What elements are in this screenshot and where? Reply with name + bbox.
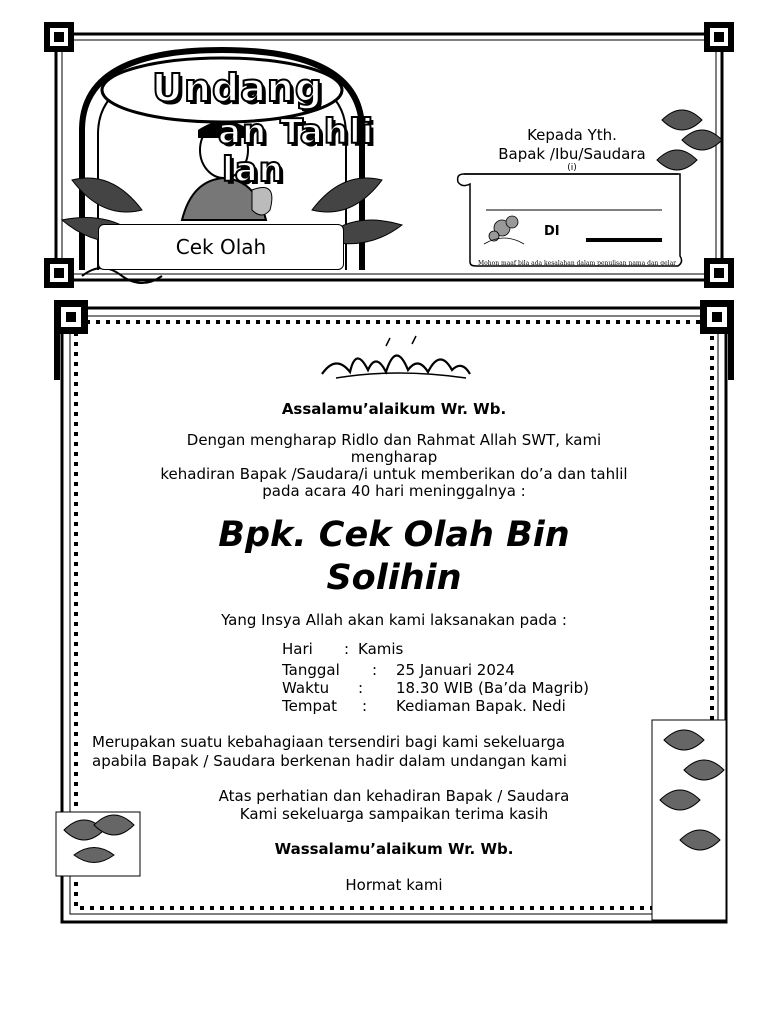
- envelope-title-line-3: lan: [222, 150, 284, 190]
- deceased-name-line-2: Solihin: [326, 558, 462, 598]
- closing-paragraph: [92, 733, 692, 771]
- schedule-row-tanggal: [282, 661, 515, 679]
- schedule-value: Kediaman Bapak. Nedi: [396, 697, 566, 715]
- schedule-row-tempat: [282, 697, 566, 715]
- opening-salam: Assalamu’alaikum Wr. Wb.: [281, 400, 507, 418]
- intro-line-1: Dengan mengharap Ridlo dan Rahmat Allah SWT, kami: [186, 431, 602, 449]
- address-scroll: [454, 163, 686, 268]
- intro-line-2: mengharap: [350, 448, 438, 466]
- schedule-sep: :: [362, 697, 368, 715]
- deceased-name-line-1: Bpk. Cek Olah Bin: [218, 515, 570, 555]
- thanks-line-1: Atas perhatian dan kehadiran Bapak / Saudara: [218, 787, 570, 805]
- intro-line-3: kehadiran Bapak /Saudara/i untuk memberikan do’a dan tahlil: [160, 465, 628, 483]
- closing-salam: Wassalamu’alaikum Wr. Wb.: [274, 840, 514, 858]
- schedule-intro: Yang Insya Allah akan kami laksanakan pada :: [221, 611, 567, 629]
- bismillah-calligraphy: [316, 334, 476, 384]
- thanks-line-2: Kami sekeluarga sampaikan terima kasih: [239, 805, 549, 823]
- envelope-title-line-2: an Tahli: [218, 112, 375, 152]
- schedule-sep: :: [358, 679, 364, 697]
- schedule-label: Waktu: [282, 679, 330, 697]
- schedule-label: Tempat: [282, 697, 338, 715]
- schedule-row-hari: [282, 640, 403, 658]
- closing-line-1: Merupakan suatu kebahagiaan tersendiri bagi kami sekeluarga: [92, 733, 566, 751]
- envelope-name-label: Cek Olah: [98, 224, 344, 270]
- deceased-name: [54, 514, 734, 600]
- schedule-value: 25 Januari 2024: [396, 661, 515, 679]
- invitation-card: [54, 300, 734, 930]
- envelope-card: [42, 20, 736, 290]
- address-label: DI: [544, 224, 560, 239]
- schedule-value: 18.30 WIB (Ba’da Magrib): [396, 679, 589, 697]
- intro-line-4: pada acara 40 hari meninggalnya :: [262, 482, 526, 500]
- recipient-line-2: Bapak /Ibu/Saudara: [498, 145, 646, 163]
- intro-paragraph: [94, 432, 694, 500]
- envelope-title-line-1: Undang: [152, 66, 324, 110]
- closing-line-2: apabila Bapak / Saudara berkenan hadir dalam undangan kami: [92, 752, 567, 770]
- recipient-line-1: Kepada Yth.: [527, 126, 617, 144]
- schedule-label: Hari: [282, 640, 313, 658]
- schedule-sep: :: [372, 661, 378, 679]
- schedule-sep: :: [344, 640, 350, 658]
- schedule-row-waktu: [282, 679, 589, 697]
- schedule-label: Tanggal: [282, 661, 340, 679]
- apology-note: Mohon maaf bila ada kesalahan dalam penulisan nama dan gelar: [478, 260, 677, 267]
- thanks-paragraph: [54, 787, 734, 823]
- recipient-line-3: (i): [567, 163, 577, 173]
- schedule-value: Kamis: [358, 640, 404, 658]
- signoff: Hormat kami: [345, 876, 443, 894]
